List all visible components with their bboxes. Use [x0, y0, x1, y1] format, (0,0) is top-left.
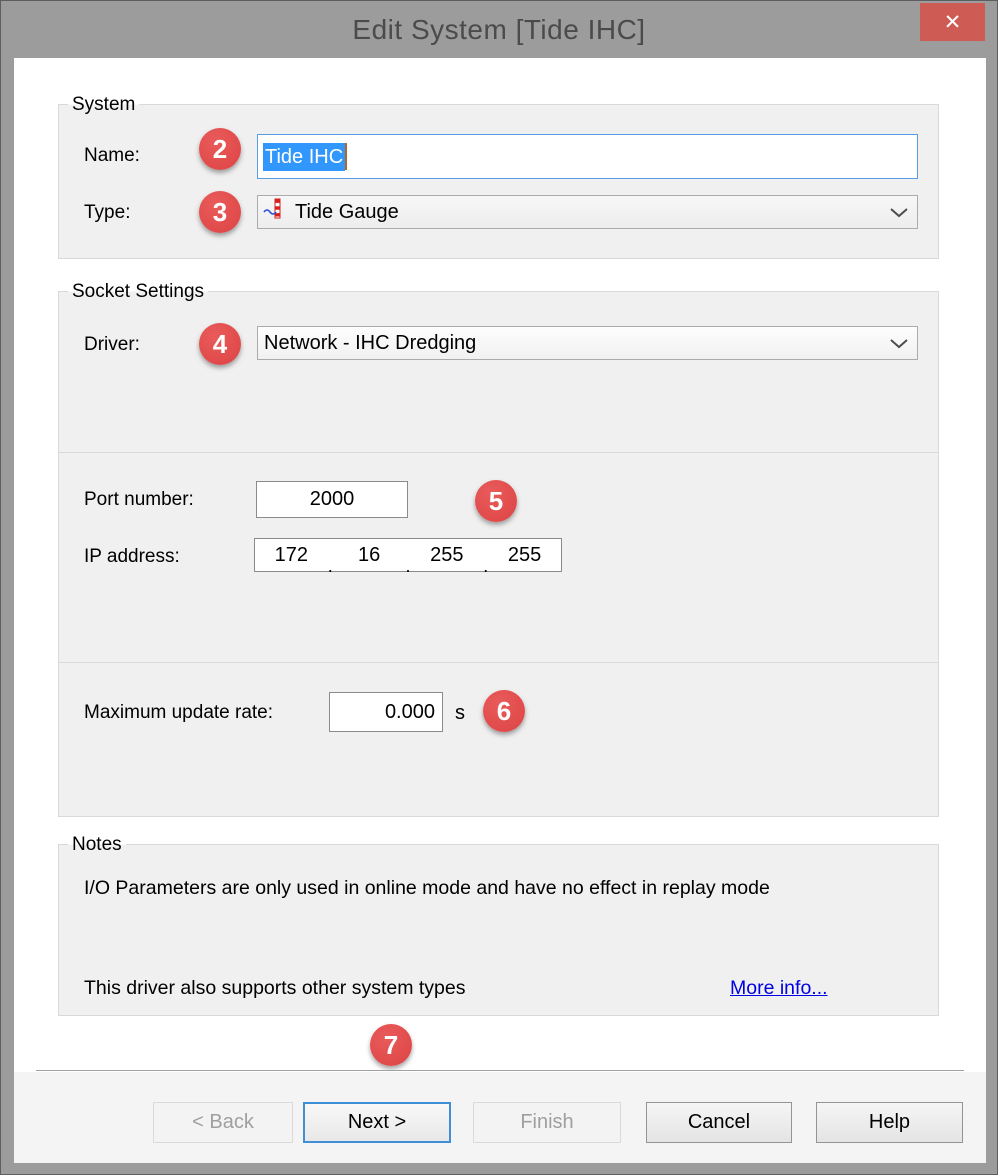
callout-badge-5: 5	[475, 480, 517, 522]
type-selected-value: Tide Gauge	[295, 200, 399, 223]
chevron-down-icon	[881, 338, 917, 349]
ip-octet-3[interactable]: 255	[430, 543, 464, 566]
notes-line-1: I/O Parameters are only used in online mode and have no effect in replay mode	[84, 877, 770, 899]
driver-label: Driver:	[84, 334, 140, 355]
ip-address-input[interactable]	[254, 538, 562, 576]
port-number-value: 2000	[309, 488, 355, 510]
close-icon: ✕	[943, 10, 962, 34]
section-divider	[59, 452, 938, 453]
close-button[interactable]	[920, 3, 985, 41]
rate-unit-label: s	[455, 702, 465, 724]
callout-badge-2: 2	[199, 128, 241, 170]
port-number-label: Port number:	[84, 489, 194, 510]
notes-group-label: Notes	[68, 834, 126, 855]
system-group-label: System	[68, 94, 139, 115]
text-caret	[345, 143, 347, 170]
port-number-input[interactable]	[256, 481, 408, 518]
callout-badge-7: 7	[370, 1024, 412, 1066]
ip-separator: .	[483, 556, 489, 576]
section-divider	[59, 662, 938, 663]
name-input[interactable]	[257, 134, 918, 179]
dialog-title: Edit System [Tide IHC]	[352, 14, 646, 45]
driver-selected-value: Network - IHC Dredging	[264, 331, 477, 354]
type-dropdown[interactable]	[257, 195, 918, 229]
chevron-down-icon	[881, 207, 917, 218]
next-button[interactable]: Next >	[303, 1102, 451, 1143]
max-update-rate-input[interactable]	[329, 692, 443, 732]
tide-gauge-icon	[263, 197, 287, 227]
finish-button[interactable]: Finish	[473, 1102, 621, 1143]
dialog-body	[14, 58, 986, 1163]
max-update-rate-label: Maximum update rate:	[84, 702, 274, 723]
system-groupbox	[58, 94, 939, 259]
ip-octet-1[interactable]: 172	[274, 543, 309, 566]
title-bar	[1, 1, 997, 58]
notes-line-2: This driver also supports other system types	[84, 977, 466, 999]
socket-settings-group-label: Socket Settings	[68, 281, 208, 302]
ip-address-label: IP address:	[84, 546, 180, 567]
max-update-rate-value: 0.000	[384, 700, 435, 723]
ip-octet-2[interactable]: 16	[357, 543, 381, 566]
back-button[interactable]: < Back	[153, 1102, 293, 1143]
cancel-button[interactable]: Cancel	[646, 1102, 792, 1143]
more-info-link[interactable]: More info...	[730, 977, 828, 999]
name-input-selected-text: Tide IHC	[263, 143, 345, 171]
help-button[interactable]: Help	[816, 1102, 963, 1143]
callout-badge-4: 4	[199, 323, 241, 365]
name-label: Name:	[84, 145, 140, 166]
ip-separator: .	[327, 556, 333, 576]
driver-dropdown[interactable]	[257, 326, 918, 360]
type-label: Type:	[84, 202, 131, 223]
button-bar	[14, 1072, 986, 1163]
callout-badge-6: 6	[483, 690, 525, 732]
ip-separator: .	[405, 556, 411, 576]
callout-badge-3: 3	[199, 191, 241, 233]
ip-octet-4[interactable]: 255	[507, 543, 542, 566]
